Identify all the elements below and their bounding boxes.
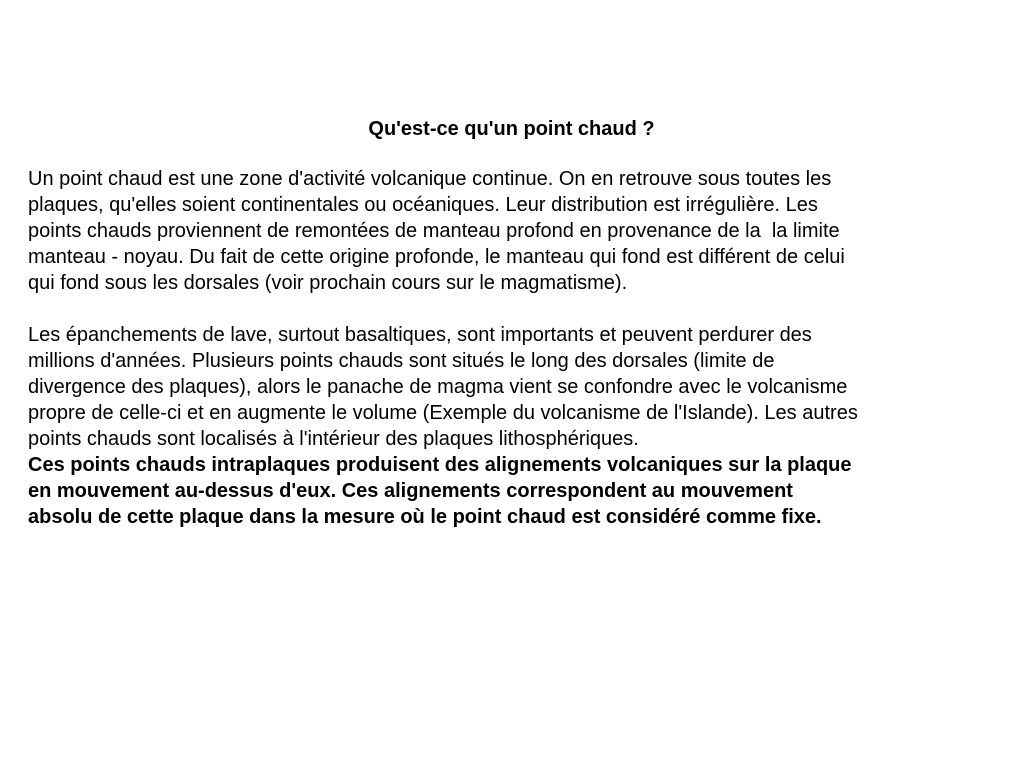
paragraph-2-line: points chauds sont localisés à l'intérieur des plaques lithosphériques.	[28, 428, 639, 450]
paragraph-1-line: qui fond sous les dorsales (voir prochain cours sur le magmatisme).	[28, 272, 628, 294]
paragraph-2-line: Les épanchements de lave, surtout basaltiques, sont importants et peuvent perdurer des	[28, 324, 812, 346]
paragraph-1-line: points chauds proviennent de remontées de manteau profond en provenance de la la limite	[28, 220, 840, 242]
paragraph-1-line: manteau - noyau. Du fait de cette origine profonde, le manteau qui fond est différent de celui	[28, 246, 845, 268]
paragraph-1-line: plaques, qu'elles soient continentales ou océaniques. Leur distribution est irrégulière. Les	[28, 194, 818, 216]
paragraph-1-line: Un point chaud est une zone d'activité volcanique continue. On en retrouve sous toutes les	[28, 168, 832, 190]
page-title: Qu'est-ce qu'un point chaud ?	[368, 118, 655, 140]
paragraph-3-bold-line: absolu de cette plaque dans la mesure où le point chaud est considéré comme fixe.	[28, 506, 822, 528]
paragraph-2-line: divergence des plaques), alors le panache de magma vient se confondre avec le volcanisme	[28, 376, 848, 398]
paragraph-3-bold-line: en mouvement au-dessus d'eux. Ces alignements correspondent au mouvement	[28, 480, 793, 502]
paragraph-gap	[28, 296, 1003, 322]
paragraph-3-bold-line: Ces points chauds intraplaques produisent des alignements volcaniques sur la plaque	[28, 454, 852, 476]
body-text	[28, 166, 1003, 530]
paragraph-2-line: millions d'années. Plusieurs points chauds sont situés le long des dorsales (limite de	[28, 350, 775, 372]
paragraph-2-line: propre de celle-ci et en augmente le volume (Exemple du volcanisme de l'Islande). Les autres	[28, 402, 858, 424]
